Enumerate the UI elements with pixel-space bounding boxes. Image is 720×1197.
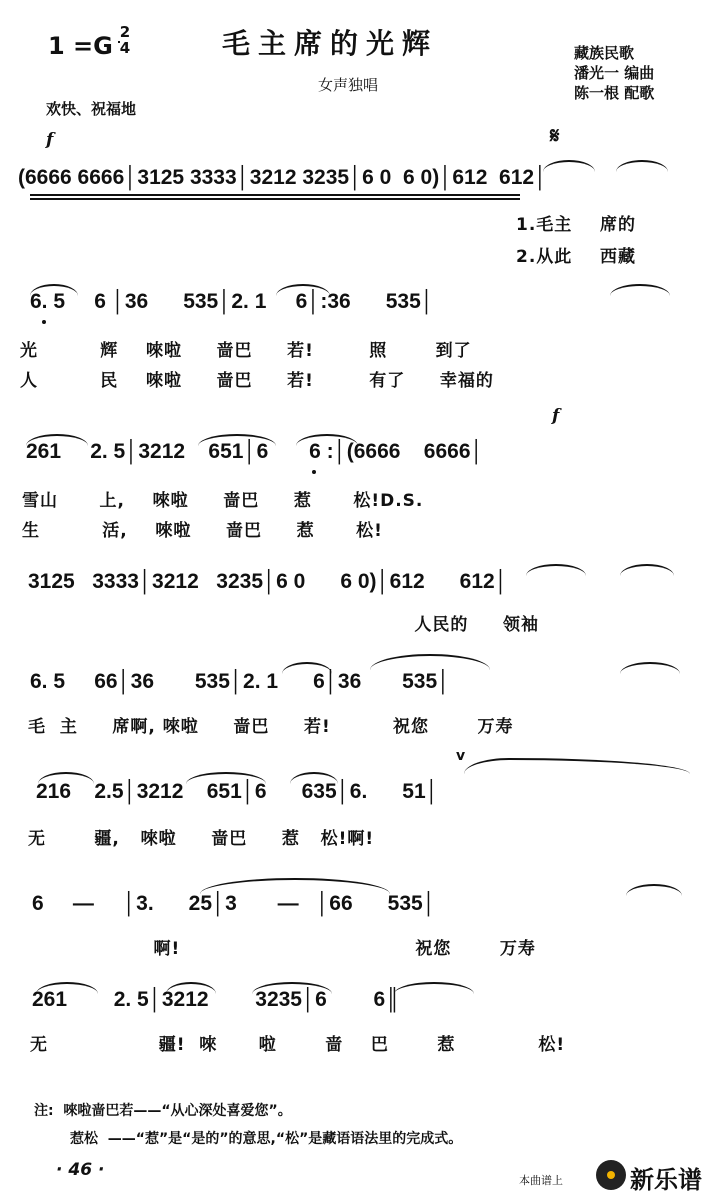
- score-row-1: (6666 6666│3125 3333│3212 3235│6 0 6 0)│612 612│: [18, 166, 548, 189]
- time-signature-top: 2: [119, 23, 131, 41]
- segno-icon: 𝄋: [550, 124, 560, 149]
- lyrics-row-2-verse-1: 光 辉 唻啦 啬巴 若! 照 到了: [20, 341, 472, 361]
- key-signature: 1 =G: [48, 32, 113, 60]
- credit-arranger: 潘光一 编曲: [574, 64, 655, 82]
- annotation-line-2: 惹松 ——“惹”是“是的”的意思,“松”是藏语语法里的完成式。: [70, 1131, 463, 1147]
- score-row-4: 3125 3333│3212 3235│6 0 6 0)│612 612│: [28, 570, 508, 593]
- watermark-brand: 新乐谱: [630, 1166, 702, 1194]
- score-row-7: 6 — │3. 25│3 — │66 535│: [32, 892, 436, 915]
- lyrics-row-4: 人民的 领袖: [20, 615, 539, 635]
- song-subtitle: 女声独唱: [318, 76, 379, 94]
- lyrics-row-6: 无 疆, 唻啦 啬巴 惹 松!啊!: [28, 829, 375, 849]
- page-number: · 46 ·: [56, 1160, 105, 1180]
- time-signature-bottom: 4: [119, 39, 131, 57]
- tempo-marking: 欢快、祝福地: [46, 100, 137, 118]
- lyrics-row-5: 毛 主 席啊, 唻啦 啬巴 若! 祝您 万寿: [28, 717, 514, 737]
- watermark-record-icon: [596, 1160, 626, 1190]
- breath-mark: v: [456, 748, 466, 764]
- score-row-6: 216 2.5│3212 651│6 635│6. 51│: [36, 780, 439, 803]
- annotation-line-1: 注: 唻啦啬巴若——“从心深处喜爱您”。: [34, 1103, 292, 1119]
- verse-2-label: 2.从此 西藏: [516, 247, 636, 267]
- lyrics-row-7: 啊! 祝您 万寿: [22, 939, 536, 959]
- watermark-caption: 本曲谱上: [519, 1174, 563, 1187]
- dynamic-marking-2: f: [552, 406, 560, 426]
- dynamic-marking: f: [46, 130, 54, 150]
- score-row-2: 6. 5 6 │36 535│2. 1 6│:36 535│: [30, 290, 434, 313]
- score-row-5: 6. 5 66│36 535│2. 1 6│36 535│: [30, 670, 451, 693]
- verse-1-label: 1.毛主 席的: [516, 215, 636, 235]
- lyrics-row-3-verse-2: 生 活, 唻啦 啬巴 惹 松!: [22, 521, 383, 541]
- song-title: 毛主席的光辉: [222, 27, 439, 60]
- time-signature: [118, 24, 132, 56]
- credit-origin: 藏族民歌: [574, 44, 635, 62]
- credit-lyricist: 陈一根 配歌: [574, 84, 655, 102]
- score-row-3: 261 2. 5│3212 651│6 6 :│(6666 6666│: [26, 440, 484, 463]
- lyrics-row-2-verse-2: 人 民 唻啦 啬巴 若! 有了 幸福的: [20, 371, 494, 391]
- lyrics-row-3-verse-1: 雪山 上, 唻啦 啬巴 惹 松!D.S.: [22, 491, 424, 511]
- lyrics-row-8: 无 疆! 唻 啦 啬 巴 惹 松!: [30, 1035, 566, 1055]
- score-row-8: 261 2. 5│3212 3235│6 6║: [32, 988, 401, 1011]
